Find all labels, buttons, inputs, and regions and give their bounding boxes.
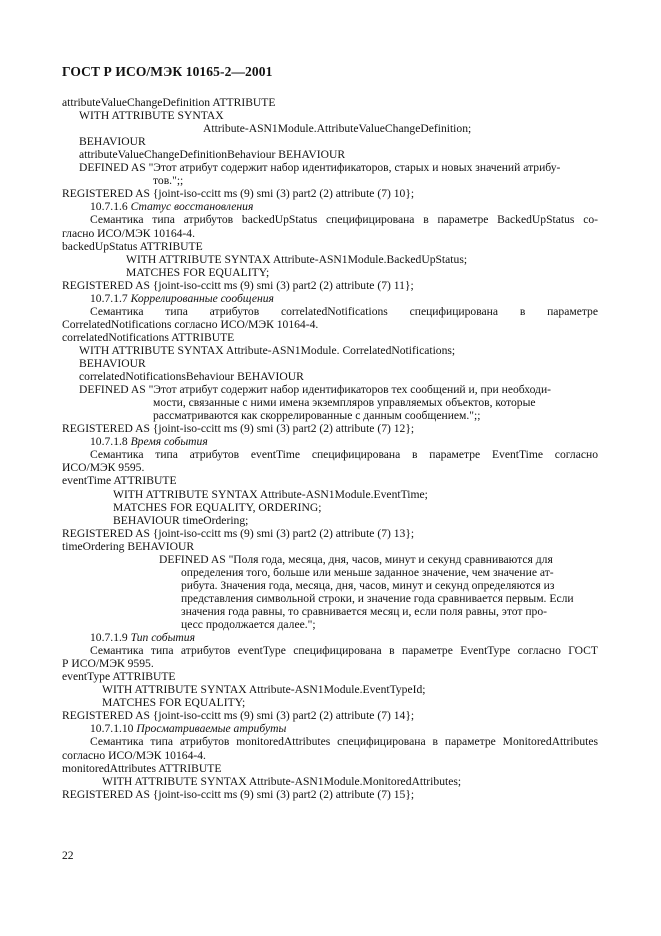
- text-line: MATCHES FOR EQUALITY, ORDERING;: [113, 500, 322, 514]
- text-line: REGISTERED AS {joint-iso-ccitt ms (9) smi (3) part2 (2) attribute (7) 11};: [62, 278, 414, 292]
- text-line: REGISTERED AS {joint-iso-ccitt ms (9) smi (3) part2 (2) attribute (7) 15};: [62, 787, 415, 801]
- text-line: ИСО/МЭК 9595.: [62, 461, 145, 475]
- text-line: определения того, больше или меньше заданное значение, чем значение ат-: [181, 565, 554, 579]
- text-line: Семантика типа атрибутов eventType специфицирована в параметре EventType согласно ГОСТ: [90, 644, 598, 658]
- text-line: DEFINED AS "Поля года, месяца, дня, часов, минут и секунд сравниваются для: [159, 552, 553, 566]
- text-line: BEHAVIOUR: [79, 357, 146, 370]
- text-line: backedUpStatus ATTRIBUTE: [62, 239, 203, 253]
- text-line: correlatedNotifications ATTRIBUTE: [62, 330, 235, 344]
- text-line: WITH ATTRIBUTE SYNTAX Attribute-ASN1Module.BackedUpStatus;: [126, 252, 468, 266]
- section-heading: 10.7.1.9 Тип события: [90, 631, 195, 645]
- text-line: correlatedNotificationsBehaviour BEHAVIOUR: [79, 370, 304, 384]
- text-line: DEFINED AS "Этот атрибут содержит набор идентификаторов тех сообщений и, при необходи-: [79, 383, 552, 397]
- text-line: согласно ИСО/МЭК 10164-4.: [62, 748, 206, 762]
- text-line: REGISTERED AS {joint-iso-ccitt ms (9) smi (3) part2 (2) attribute (7) 13};: [62, 526, 415, 540]
- text-line: гласно ИСО/МЭК 10164-4.: [62, 226, 195, 240]
- text-line: REGISTERED AS {joint-iso-ccitt ms (9) smi (3) part2 (2) attribute (7) 12};: [62, 422, 415, 436]
- text-line: цесс продолжается далее.";: [181, 618, 316, 631]
- text-line: eventType ATTRIBUTE: [62, 670, 176, 684]
- text-line: представления символьной строки, и значение года сравнивается первым. Если: [181, 591, 574, 605]
- section-heading: 10.7.1.7 Коррелированные сообщения: [90, 291, 274, 305]
- text-line: WITH ATTRIBUTE SYNTAX Attribute-ASN1Module.EventTime;: [113, 487, 428, 501]
- text-line: eventTime ATTRIBUTE: [62, 474, 177, 488]
- text-line: DEFINED AS "Этот атрибут содержит набор идентификаторов, старых и новых значений атрибу-: [79, 161, 561, 175]
- text-line: monitoredAttributes ATTRIBUTE: [62, 761, 222, 775]
- text-line: тов.";;: [153, 174, 184, 188]
- text-line: Семантика типа атрибутов eventTime специфицирована в параметре EventTime согласно: [90, 448, 598, 462]
- text-line: Семантика типа атрибутов correlatedNotifications специфицирована в параметре: [90, 304, 598, 318]
- text-line: Семантика типа атрибутов backedUpStatus специфицирована в параметре BackedUpStatus со-: [90, 213, 598, 227]
- section-heading: 10.7.1.10 Просматриваемые атрибуты: [90, 722, 287, 736]
- text-line: CorrelatedNotifications согласно ИСО/МЭК 10164-4.: [62, 317, 319, 331]
- text-line: Attribute-ASN1Module.AttributeValueChangeDefinition;: [203, 122, 472, 136]
- text-line: Семантика типа атрибутов monitoredAttributes специфицирована в параметре MonitoredAttributes: [90, 735, 598, 749]
- text-line: attributeValueChangeDefinitionBehaviour BEHAVIOUR: [79, 148, 346, 162]
- text-line: timeOrdering BEHAVIOUR: [62, 539, 195, 553]
- text-line: attributeValueChangeDefinition ATTRIBUTE: [62, 96, 276, 109]
- page-number: 22: [62, 849, 74, 862]
- text-line: MATCHES FOR EQUALITY;: [102, 696, 246, 710]
- text-line: REGISTERED AS {joint-iso-ccitt ms (9) smi (3) part2 (2) attribute (7) 14};: [62, 709, 415, 723]
- text-line: REGISTERED AS {joint-iso-ccitt ms (9) smi (3) part2 (2) attribute (7) 10};: [62, 187, 415, 201]
- page-header: ГОСТ Р ИСО/МЭК 10165-2—2001: [62, 64, 273, 79]
- section-heading: 10.7.1.6 Статус восстановления: [90, 200, 254, 214]
- text-line: мости, связанные с ними имена экземпляров управляемых объектов, которые: [153, 396, 536, 410]
- text-line: WITH ATTRIBUTE SYNTAX Attribute-ASN1Module. CorrelatedNotifications;: [79, 343, 456, 357]
- text-line: WITH ATTRIBUTE SYNTAX: [79, 109, 224, 123]
- text-line: WITH ATTRIBUTE SYNTAX Attribute-ASN1Module.EventTypeId;: [102, 683, 426, 697]
- section-heading: 10.7.1.8 Время события: [90, 435, 208, 449]
- text-line: Р ИСО/МЭК 9595.: [62, 657, 154, 671]
- text-line: MATCHES FOR EQUALITY;: [126, 265, 270, 279]
- text-line: значения года равны, то сравнивается месяц и, если поля равны, этот про-: [181, 604, 547, 618]
- text-line: BEHAVIOUR timeOrdering;: [113, 513, 249, 527]
- text-line: WITH ATTRIBUTE SYNTAX Attribute-ASN1Module.MonitoredAttributes;: [102, 774, 462, 788]
- text-line: BEHAVIOUR: [79, 135, 146, 149]
- text-line: рассматриваются как скоррелированные с данным сообщением.";;: [153, 409, 481, 423]
- text-line: рибута. Значения года, месяца, дня, часов, минут и секунд определяются из: [181, 578, 555, 592]
